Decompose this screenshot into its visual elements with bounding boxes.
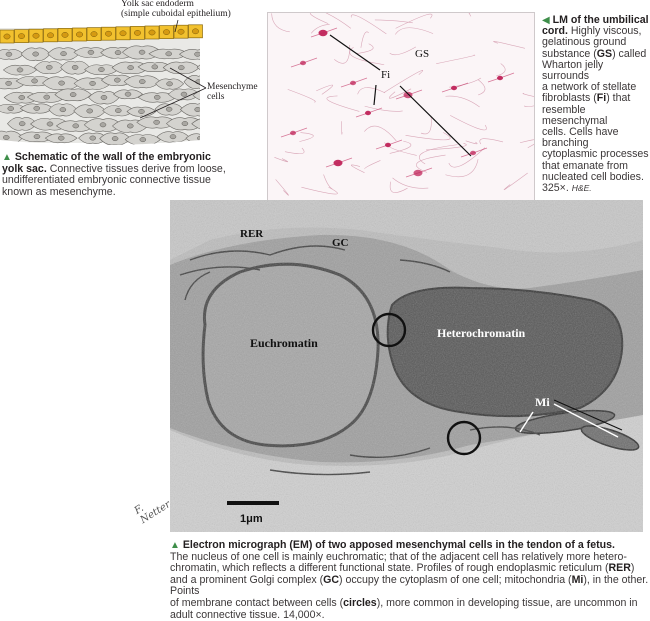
em-caption-line: and a prominent Golgi complex (GC) occupy the cytoplasm of one cell; mitochondria (Mi), in the other. Points (170, 573, 649, 598)
lm-caption-title-2: cord. (542, 25, 568, 38)
lm-caption-line: Wharton jelly surrounds (542, 58, 604, 83)
schematic-caption (2, 152, 247, 198)
caption-abbrev: Mi (571, 573, 584, 586)
lm-image (268, 13, 534, 200)
label-euchromatin: Euchromatin (250, 336, 318, 350)
signature-text: F. Netter (132, 499, 173, 527)
em-caption-line: adult connective tissue. 14,000×. (170, 608, 325, 621)
caption-abbrev: circles (343, 596, 377, 609)
label-mi: Mi (535, 395, 550, 409)
lm-caption-line: cells. Cells have branching (542, 126, 619, 150)
triangle-left-icon: ◀ (542, 15, 550, 26)
endoderm-label-line1: Yolk sac endoderm (121, 0, 194, 9)
triangle-up-icon: ▲ (170, 540, 180, 551)
em-caption-body (170, 552, 650, 621)
triangle-up-icon: ▲ (2, 152, 12, 163)
em-image (170, 200, 643, 532)
lm-caption-line: nucleated cell bodies. (542, 170, 644, 183)
schematic-caption-text-3: known as mesenchyme. (2, 185, 116, 198)
leader-lines (0, 0, 245, 150)
endoderm-label-line2: (simple cuboidal epithelium) (121, 9, 231, 19)
lm-stain: H&E. (571, 183, 592, 194)
schematic-caption-title: Schematic of the wall of the embryonic (14, 151, 211, 163)
em-caption (170, 540, 650, 621)
lm-caption-line: cytoplasmic processes (542, 148, 649, 161)
label-fi: Fi (381, 69, 391, 81)
lm-magnification: 325×. (542, 182, 569, 195)
lm-caption-line: Highly viscous, (567, 25, 642, 38)
em-caption-line: chromatin, which reflects a different functional state. Profiles of rough endoplasmic reticulum (RER) (170, 562, 635, 575)
em-caption-line: The nucleus of one cell is mainly euchromatic; that of the adjacent cell has relatively more hetero- (170, 550, 627, 563)
lm-caption-line: that emanate from (542, 159, 628, 172)
label-gs: GS (415, 48, 430, 60)
scale-label: 1μm (240, 513, 263, 525)
caption-abbrev: RER (608, 562, 631, 575)
yolk-sac-schematic (0, 0, 258, 150)
label-gc: GC (332, 237, 349, 249)
schematic-caption-text-1: Connective tissues derive from loose, (46, 162, 226, 175)
lm-caption-title: LM of the umbilical (552, 14, 649, 26)
scale-bar (227, 501, 279, 505)
em-micrograph (170, 200, 643, 532)
lm-caption-line: gelatinous ground (542, 36, 627, 49)
caption-abbrev: GC (323, 573, 339, 586)
lm-caption-line: fibroblasts (Fi) that (542, 92, 631, 105)
caption-abbrev: Fi (596, 92, 607, 105)
mesenchyme-label-line1: Mesenchyme (207, 82, 258, 92)
schematic-caption-text-2: undifferentiated embryonic connective tissue (2, 174, 211, 187)
schematic-caption-title-2: yolk sac. (2, 162, 47, 175)
mesenchyme-label (207, 82, 258, 102)
lm-micrograph (267, 12, 535, 201)
lm-caption-line: a network of stellate (542, 81, 637, 94)
caption-abbrev: GS (596, 47, 613, 60)
lm-caption (542, 15, 650, 194)
lm-caption-line: substance (GS) called (542, 47, 647, 60)
lm-caption-line: resemble mesenchymal (542, 103, 608, 127)
lm-caption-body (542, 36, 649, 182)
mesenchyme-label-line2: cells (207, 92, 225, 102)
label-heterochromatin: Heterochromatin (437, 326, 526, 340)
label-rer: RER (240, 228, 264, 240)
em-caption-title: Electron micrograph (EM) of two apposed mesenchymal cells in the tendon of a fetus. (182, 539, 615, 551)
em-caption-line: of membrane contact between cells (circles), more common in developing tissue, are uncommon in (170, 596, 638, 609)
